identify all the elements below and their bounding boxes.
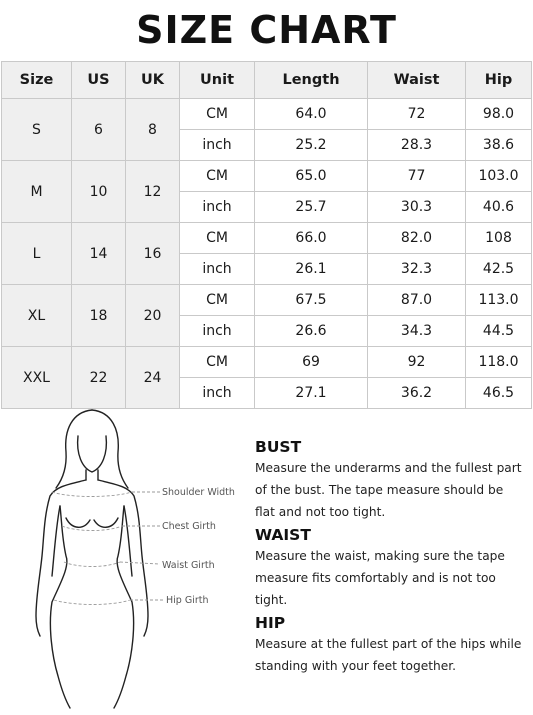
table-row [2,99,532,130]
us-size-cell: 22 [72,347,126,409]
length-cell: 26.6 [255,316,368,347]
hip-cell: 42.5 [466,254,532,285]
uk-size-cell: 8 [126,99,180,161]
uk-size-cell: 12 [126,161,180,223]
hip-cell: 118.0 [466,347,532,378]
length-cell: 66.0 [255,223,368,254]
table-row [2,161,532,192]
chest-girth-label: Chest Girth [162,521,216,532]
unit-cell: CM [180,161,255,192]
waist-cell: 30.3 [368,192,466,223]
uk-size-cell: 24 [126,347,180,409]
unit-cell: CM [180,99,255,130]
length-cell: 67.5 [255,285,368,316]
hip-description: Measure at the fullest part of the hips while standing with your feet together. [255,637,522,673]
unit-cell: inch [180,192,255,223]
length-cell: 25.2 [255,130,368,161]
body-silhouette-icon [0,406,250,711]
size-cell: XXL [2,347,72,409]
waist-cell: 32.3 [368,254,466,285]
waist-cell: 72 [368,99,466,130]
unit-cell: inch [180,130,255,161]
hip-girth-label: Hip Girth [166,595,209,606]
waist-cell: 87.0 [368,285,466,316]
waist-cell: 28.3 [368,130,466,161]
size-cell: M [2,161,72,223]
waist-girth-label: Waist Girth [162,560,215,571]
length-cell: 27.1 [255,378,368,409]
unit-cell: inch [180,378,255,409]
hip-cell: 40.6 [466,192,532,223]
waist-cell: 34.3 [368,316,466,347]
us-size-cell: 10 [72,161,126,223]
length-cell: 26.1 [255,254,368,285]
hip-cell: 44.5 [466,316,532,347]
column-header-waist: Waist [368,62,466,99]
hip-cell: 113.0 [466,285,532,316]
unit-cell: CM [180,285,255,316]
bust-heading: BUST [255,438,302,456]
column-header-unit: Unit [180,62,255,99]
length-cell: 64.0 [255,99,368,130]
body-measurement-figure [0,406,250,711]
waist-heading: WAIST [255,526,311,544]
uk-size-cell: 16 [126,223,180,285]
us-size-cell: 6 [72,99,126,161]
length-cell: 25.7 [255,192,368,223]
unit-cell: inch [180,316,255,347]
waist-cell: 92 [368,347,466,378]
table-row [2,347,532,378]
length-cell: 69 [255,347,368,378]
length-cell: 65.0 [255,161,368,192]
page-title: SIZE CHART [136,8,397,52]
unit-cell: CM [180,347,255,378]
waist-cell: 36.2 [368,378,466,409]
table-row [2,223,532,254]
column-header-length: Length [255,62,368,99]
waist-cell: 82.0 [368,223,466,254]
column-header-size: Size [2,62,72,99]
column-header-hip: Hip [466,62,532,99]
hip-cell: 103.0 [466,161,532,192]
column-header-uk: UK [126,62,180,99]
waist-cell: 77 [368,161,466,192]
unit-cell: CM [180,223,255,254]
uk-size-cell: 20 [126,285,180,347]
us-size-cell: 14 [72,223,126,285]
size-cell: XL [2,285,72,347]
hip-cell: 98.0 [466,99,532,130]
size-cell: L [2,223,72,285]
us-size-cell: 18 [72,285,126,347]
hip-cell: 38.6 [466,130,532,161]
size-chart-table [1,61,532,409]
size-cell: S [2,99,72,161]
hip-cell: 46.5 [466,378,532,409]
shoulder-width-label: Shoulder Width [162,487,235,498]
table-row [2,285,532,316]
column-header-us: US [72,62,126,99]
unit-cell: inch [180,254,255,285]
measurement-guide [255,437,527,679]
bust-description: Measure the underarms and the fullest part of the bust. The tape measure should be flat and not too tight. [255,461,522,519]
hip-cell: 108 [466,223,532,254]
hip-heading: HIP [255,614,286,632]
waist-description: Measure the waist, making sure the tape measure fits comfortably and is not too tight. [255,549,505,607]
table-header-row [2,62,532,99]
